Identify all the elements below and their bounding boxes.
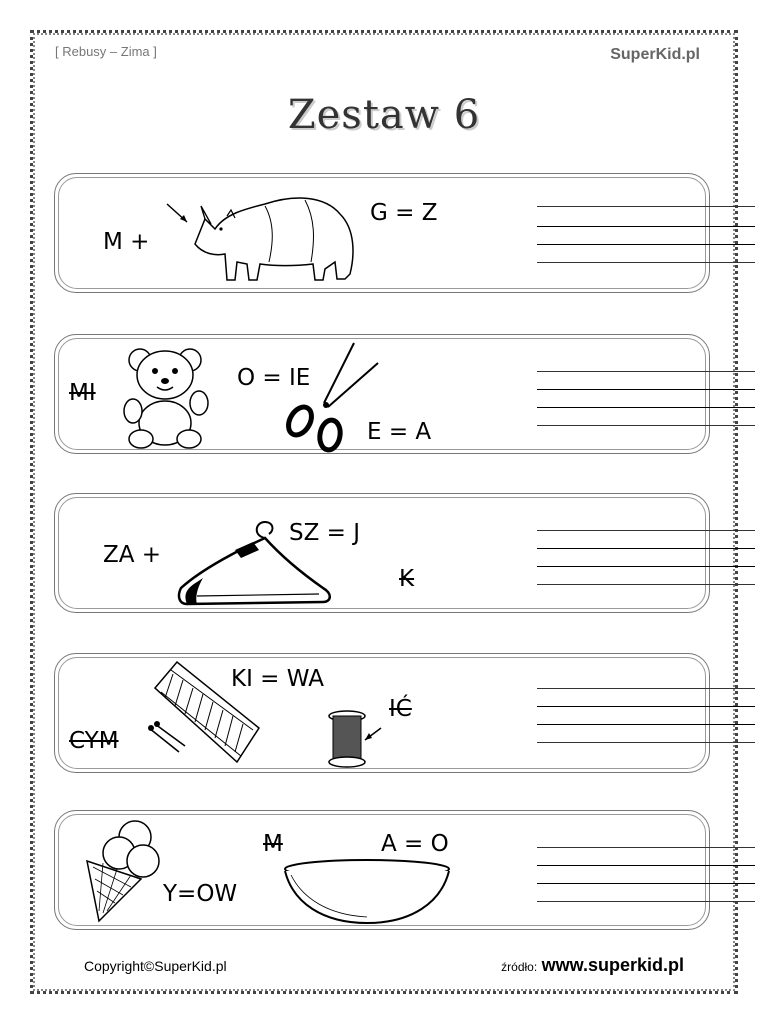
puzzle-3-rule: SZ = J (289, 520, 361, 546)
puzzle-5-rule-1: A = O (381, 831, 449, 857)
puzzle-3-prefix: ZA + (103, 542, 162, 568)
footer-source (501, 955, 684, 976)
puzzle-2-rule-2: E = A (367, 419, 432, 445)
teddy-bear-icon (123, 343, 213, 449)
puzzle-2-removed: MI (69, 380, 96, 406)
footer-source-link[interactable]: www.superkid.pl (541, 955, 684, 975)
thread-spool-icon (325, 710, 389, 770)
puzzle-5-rule-2: Y=OW (163, 881, 238, 907)
rhinoceros-icon (165, 184, 365, 289)
header-brand: SuperKid.pl (610, 46, 700, 63)
bowl-icon (283, 859, 453, 925)
page-title: Zestaw 6 (287, 92, 481, 138)
puzzle-4-rule: KI = WA (231, 666, 324, 692)
puzzle-2-rule-1: O = IE (237, 365, 311, 391)
footer-source-label: źródło: (501, 960, 538, 974)
header-category: [ Rebusy – Zima ] (55, 44, 157, 59)
puzzle-1-prefix: M + (103, 229, 150, 255)
puzzle-1-rule: G = Z (370, 200, 438, 226)
puzzle-panel-5 (54, 810, 710, 930)
scissors-icon (280, 341, 380, 451)
puzzle-3-removed: K (399, 566, 415, 592)
puzzle-4-removed: CYM (69, 728, 119, 754)
clothes-hanger-icon (173, 508, 333, 608)
puzzle-panel-1 (54, 173, 710, 293)
puzzle-panel-2 (54, 334, 710, 454)
puzzle-5-removed: M (263, 831, 283, 857)
ice-cream-icon (83, 817, 163, 925)
puzzle-panel-3 (54, 493, 710, 613)
puzzle-panel-4 (54, 653, 710, 773)
footer-copyright: Copyright©SuperKid.pl (84, 958, 227, 974)
xylophone-icon (149, 658, 261, 766)
puzzle-4-removed-2: IĆ (389, 696, 412, 722)
